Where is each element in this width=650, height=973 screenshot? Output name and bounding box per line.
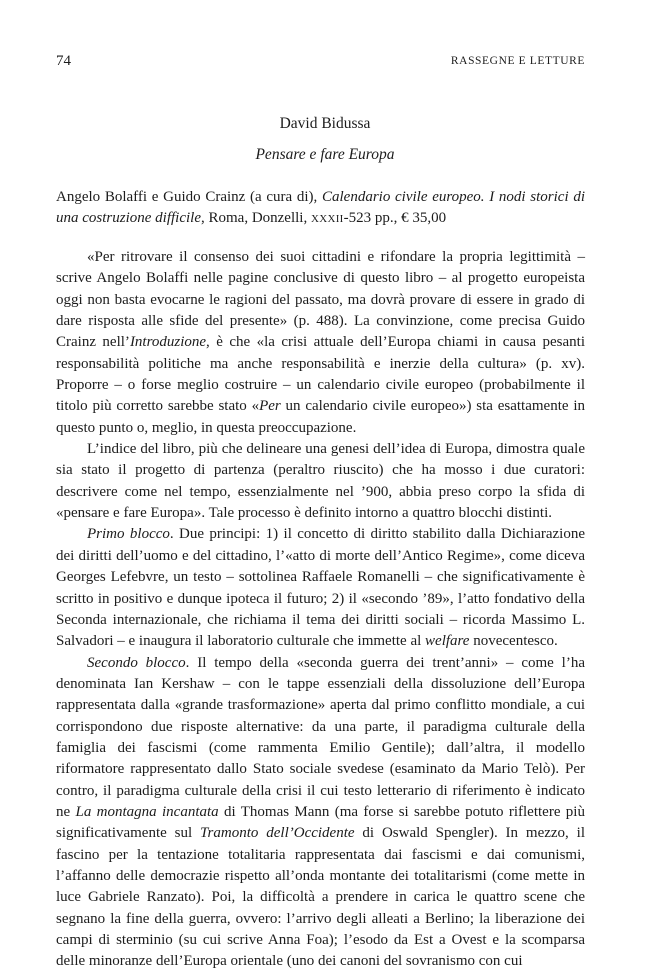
book-pages-price: -523 pp., € 35,00 [343, 210, 447, 226]
paragraph-3 [56, 524, 585, 652]
article-author: David Bidussa [279, 115, 371, 132]
section-lead: Primo blocco [87, 526, 170, 543]
book-reference [56, 187, 585, 229]
paragraph-2: L’indice del libro, più che delineare una genesi dell’idea di Europa, dimostra quale sia stato il progetto di partenza (peraltro riuscito) che ha mosso i due curatori: descrivere come nel tempo, essenzialmente nel ’900, abbia preso corpo la sfida di «pensare e fare Europa». Tale processo è definito intorno a quattro blocchi distinti. [56, 441, 585, 522]
italic-text: Introduzione [129, 334, 207, 351]
book-editors: Angelo Bolaffi e Guido Crainz (a cura di), [56, 189, 322, 205]
article-body [56, 247, 585, 973]
paragraph-text: di Thomas Mann (ma forse si sarebbe potuto riflettere più significativamente sul [56, 803, 585, 842]
italic-text: Tramonto dell’Occidente [200, 825, 355, 842]
italic-text: La montagna incantata [75, 803, 219, 820]
running-head: RASSEGNE E LETTURE [450, 55, 585, 67]
book-pages-roman: xxxii [310, 210, 344, 226]
paragraph-text: . Il tempo della «seconda guerra dei trent’anni» – come l’ha denominata Ian Kershaw – con le tappe essenziali della dissoluzione dell’Europa rappresentata dalla «grande trasformazione» aperta dal primo conflitto mondiale, a cui corrispondono due risposte alternative: da una parte, il paradigma culturale della famiglia dei fascismi (come rammenta Emilio Gentile); dall’altra, il modello riformatore rappresentato dallo Stato sociale svedese (esaminato da Mario Telò). Per contro, il paradigma culturale della crisi il cui testo letterario di riferimento è indicato ne [56, 654, 585, 820]
paragraph-text: di Oswald Spengler). In mezzo, il fascino per la tentazione totalitaria rappresentata dai fascismi e dai comunismi, l’affanno delle democrazie rispetto all’onda montante dei totalitarismi (come mette in luce Gabriele Ranzato). Poi, la difficoltà a prendere in carica le quattro scene che segnano la fine della guerra, ovvero: l’arrivo degli alleati a Berlino; la liberazione dei campi di sterminio (su cui scrive Anna Foa); l’esodo da Est a Ovest e la scomparsa delle minoranze dell’Europa orientale (uno dei canoni del sovranismo con cui [56, 825, 586, 970]
page-number: 74 [56, 53, 71, 69]
article-title: Pensare e fare Europa [255, 146, 395, 163]
paragraph-text: un calendario civile europeo») sta esattamente in questo punto o, meglio, in questa preoccupazione. [56, 398, 585, 436]
italic-text: Per [259, 398, 281, 415]
paragraph-text: , è che «la crisi attuale dell’Europa chiami in causa pesanti responsabilità politiche ma anche responsabilità e inerzie della cultura» (p. xv). Proporre – o forse meglio costruire – un calendario civile europeo (probabilmente il titolo più corretto sarebbe stato « [56, 334, 585, 415]
paragraph-4 [56, 653, 585, 973]
paragraph-text: novecentesco. [469, 633, 558, 650]
book-publisher: , Roma, Donzelli, [200, 210, 311, 226]
book-title: Calendario civile europeo. I nodi storici di una costruzione difficile [56, 189, 585, 226]
paragraph-1 [56, 247, 585, 439]
page-header [56, 53, 585, 75]
paragraph-text: «Per ritrovare il consenso dei suoi cittadini e rifondare la propria legittimità – scrive Angelo Bolaffi nelle pagine conclusive di questo libro – al progetto europeista oggi non basta evocarne le ragioni del passato, ma dovrà provare di essere in grado di dare risposta alle sfide del presente» (p. 488). La convinzione, come precisa Guido Crainz nell’ [56, 249, 585, 351]
paragraph-text: . Due principi: 1) il concetto di diritto stabilito dalla Dichiarazione dei diritti dell’uomo e del cittadino, l’«atto di morte dell’Antico Regime», come diceva Georges Lefebvre, un testo – sottolinea Raffaele Romanelli – che significativamente è scritto in positivo e dunque ipoteca il futuro; 2) il «secondo ’89», l’atto fondativo della Seconda internazionale, che richiama il tema dei diritti sociali – ricorda Massimo L. Salvadori – e inaugura il laboratorio culturale che immette al [56, 526, 586, 650]
italic-text: welfare [425, 633, 470, 650]
section-lead: Secondo blocco [87, 654, 186, 671]
